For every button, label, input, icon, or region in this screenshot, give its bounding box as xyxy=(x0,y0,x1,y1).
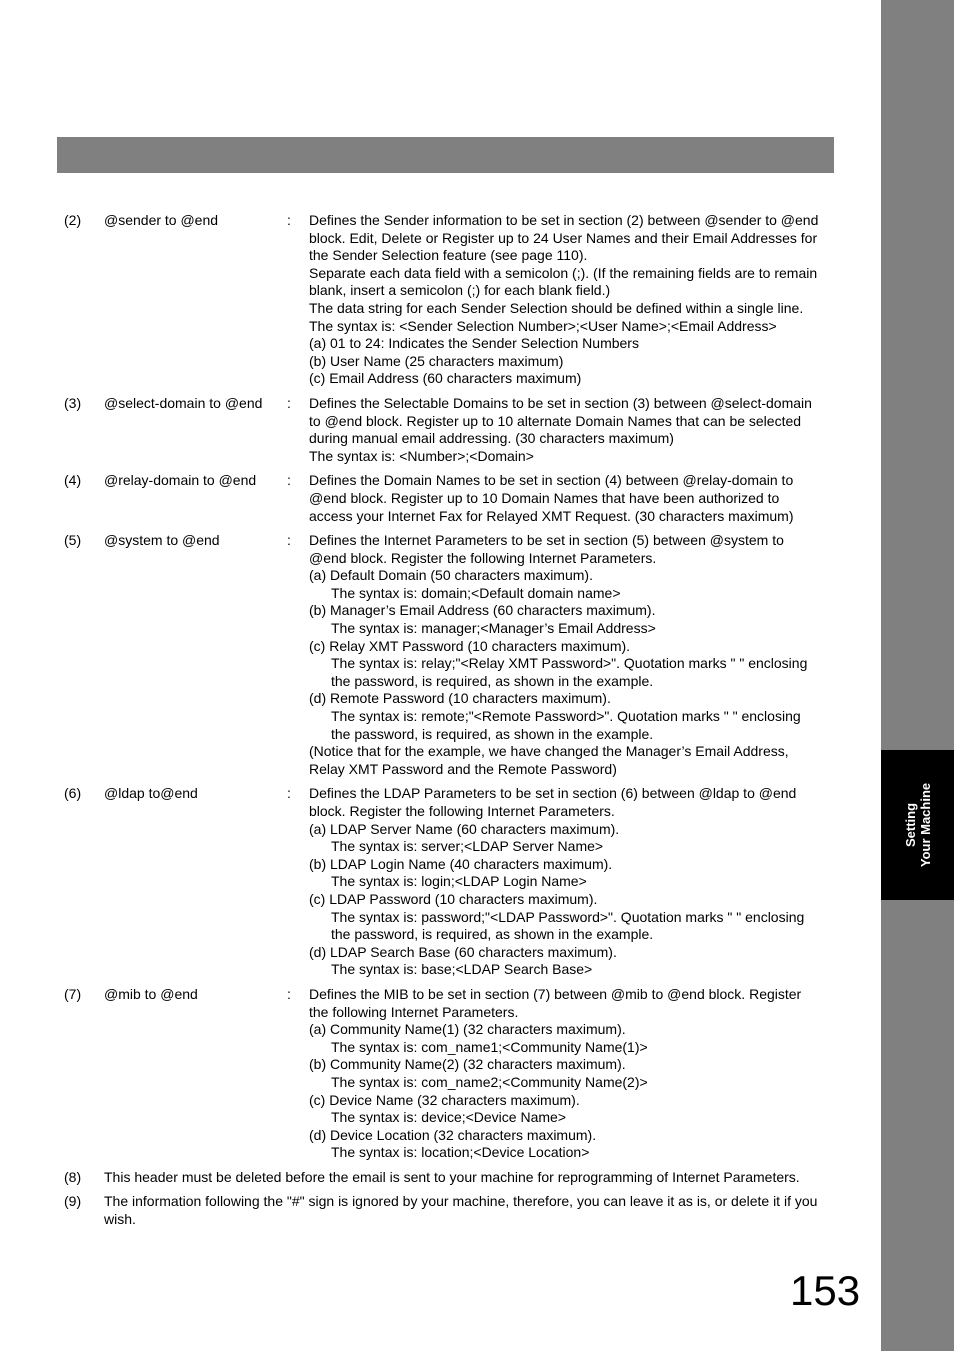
section-tab-label-line2: Your Machine xyxy=(917,782,933,868)
definition-line: the password, is required, as shown in the example. xyxy=(331,672,654,689)
definition-line: The syntax is: <Sender Selection Number>;<User Name>;<Email Address> xyxy=(309,317,777,334)
definition-line: @end block. Register the following Internet Parameters. xyxy=(309,549,657,566)
page-number: 153 xyxy=(790,1267,861,1314)
note-text: The information following the "#" sign is ignored by your machine, therefore, you can leave it as is, or delete it if you wish. xyxy=(104,1193,818,1228)
definition-line: (c) Relay XMT Password (10 characters maximum). xyxy=(309,637,631,654)
definition-line: (b) LDAP Login Name (40 characters maximum). xyxy=(309,855,613,872)
definition-line: Separate each data field with a semicolon (;). (If the remaining fields are to remain xyxy=(309,264,818,281)
entry-colon: : xyxy=(287,472,291,489)
definition-line: The syntax is: base;<LDAP Search Base> xyxy=(331,961,593,978)
section-tab-label xyxy=(903,783,933,867)
definition-line: The syntax is: server;<LDAP Server Name> xyxy=(331,838,604,855)
definition-entry xyxy=(57,472,832,525)
definition-line: (a) 01 to 24: Indicates the Sender Selection Numbers xyxy=(309,335,639,352)
entry-colon: : xyxy=(287,985,291,1002)
definition-line: Defines the Selectable Domains to be set in section (3) between @select-domain xyxy=(309,394,812,411)
definition-entry xyxy=(57,785,832,979)
definition-line: Defines the Internet Parameters to be set in section (5) between @system to xyxy=(309,532,784,549)
section-tab-label-line1: Setting xyxy=(902,802,918,848)
sidebar xyxy=(881,0,954,1351)
definition-entry xyxy=(57,395,832,465)
definition-line: Defines the MIB to be set in section (7) between @mib to @end block. Register xyxy=(309,985,802,1002)
definition-line: (b) Manager’s Email Address (60 characters maximum). xyxy=(309,602,656,619)
definition-line: during manual email addressing. (30 characters maximum) xyxy=(309,430,674,447)
definition-line: (b) Community Name(2) (32 characters maximum). xyxy=(309,1056,626,1073)
definition-line: the password, is required, as shown in the example. xyxy=(331,926,654,943)
entry-term: @relay-domain to @end xyxy=(104,472,257,489)
definition-line: (Notice that for the example, we have changed the Manager’s Email Address, xyxy=(309,743,789,760)
definition-line: Defines the Domain Names to be set in section (4) between @relay-domain to xyxy=(309,472,794,489)
entry-number: (5) xyxy=(64,532,82,549)
entry-definition xyxy=(309,532,832,778)
note-number: (9) xyxy=(64,1193,82,1210)
definition-entry xyxy=(57,986,832,1162)
entry-colon: : xyxy=(287,532,291,549)
entry-term: @mib to @end xyxy=(104,985,198,1002)
content xyxy=(57,212,832,1236)
definition-line: The syntax is: password;"<LDAP Password>". Quotation marks " " enclosing xyxy=(331,908,805,925)
definition-line: (b) User Name (25 characters maximum) xyxy=(309,352,564,369)
entry-number: (2) xyxy=(64,212,82,228)
definition-line: The syntax is: com_name2;<Community Name(2)> xyxy=(331,1073,648,1090)
definition-line: block. Edit, Delete or Register up to 24 User Names and their Email Addresses for xyxy=(309,229,818,246)
definition-line: The syntax is: location;<Device Location> xyxy=(331,1144,590,1161)
entry-number: (6) xyxy=(64,785,82,802)
definition-line: the Sender Selection feature (see page 110). xyxy=(309,247,588,264)
definition-line: (a) Community Name(1) (32 characters maximum). xyxy=(309,1021,626,1038)
definition-line: @end block. Register up to 10 Domain Names that have been authorized to xyxy=(309,489,780,506)
definition-line: The syntax is: remote;"<Remote Password>". Quotation marks " " enclosing xyxy=(331,708,801,725)
definition-line: The syntax is: com_name1;<Community Name(1)> xyxy=(331,1038,648,1055)
entry-number: (7) xyxy=(64,985,82,1002)
entry-definition xyxy=(309,395,832,465)
definition-line: blank, insert a semicolon (;) for each blank field.) xyxy=(309,282,611,299)
definition-line: The syntax is: device;<Device Name> xyxy=(331,1109,566,1126)
definition-line: Defines the LDAP Parameters to be set in section (6) between @ldap to @end xyxy=(309,785,797,802)
entry-term: @system to @end xyxy=(104,532,220,549)
definition-entry xyxy=(57,212,832,388)
entry-number: (4) xyxy=(64,472,82,489)
note-number: (8) xyxy=(64,1168,82,1185)
definition-line: Defines the Sender information to be set in section (2) between @sender to @end xyxy=(309,212,819,228)
note-entry xyxy=(57,1193,832,1228)
definition-line: to @end block. Register up to 10 alternate Domain Names that can be selected xyxy=(309,412,802,429)
definition-line: (c) Device Name (32 characters maximum). xyxy=(309,1091,580,1108)
header-bar xyxy=(57,137,834,173)
definition-line: the password, is required, as shown in the example. xyxy=(331,725,654,742)
note-text: This header must be deleted before the email is sent to your machine for reprogramming of Internet Parameters. xyxy=(104,1168,800,1185)
definition-line: (c) LDAP Password (10 characters maximum). xyxy=(309,890,598,907)
definition-line: (a) LDAP Server Name (60 characters maximum). xyxy=(309,820,620,837)
definition-line: (d) LDAP Search Base (60 characters maximum). xyxy=(309,943,617,960)
entry-colon: : xyxy=(287,785,291,802)
definition-line: (c) Email Address (60 characters maximum) xyxy=(309,370,582,387)
definition-line: the following Internet Parameters. xyxy=(309,1003,519,1020)
definition-line: The syntax is: relay;"<Relay XMT Password>". Quotation marks " " enclosing xyxy=(331,655,808,672)
definition-line: (a) Default Domain (50 characters maximum). xyxy=(309,567,593,584)
entry-colon: : xyxy=(287,212,291,228)
entry-colon: : xyxy=(287,394,291,411)
definition-line: The data string for each Sender Selection should be defined within a single line. xyxy=(309,299,804,316)
definition-line: The syntax is: domain;<Default domain name> xyxy=(331,584,621,601)
definition-entry xyxy=(57,532,832,778)
definition-line: The syntax is: login;<LDAP Login Name> xyxy=(331,873,587,890)
entry-number: (3) xyxy=(64,394,82,411)
entry-term: @sender to @end xyxy=(104,212,219,228)
definition-line: Relay XMT Password and the Remote Password) xyxy=(309,760,617,777)
definition-line: The syntax is: <Number>;<Domain> xyxy=(309,447,534,464)
entry-definition xyxy=(309,986,832,1162)
note-entry xyxy=(57,1169,832,1187)
entry-definition xyxy=(309,785,832,979)
definition-line: (d) Remote Password (10 characters maximum). xyxy=(309,690,611,707)
section-tab xyxy=(881,750,954,900)
definition-line: block. Register the following Internet Parameters. xyxy=(309,803,615,819)
definition-line: access your Internet Fax for Relayed XMT Request. (30 characters maximum) xyxy=(309,507,794,524)
entry-definition xyxy=(309,472,832,525)
entry-term: @ldap to@end xyxy=(104,785,198,802)
entry-term: @select-domain to @end xyxy=(104,394,263,411)
entry-definition xyxy=(309,212,832,388)
definition-line: The syntax is: manager;<Manager’s Email Address> xyxy=(331,620,656,637)
definition-line: (d) Device Location (32 characters maximum). xyxy=(309,1126,597,1143)
